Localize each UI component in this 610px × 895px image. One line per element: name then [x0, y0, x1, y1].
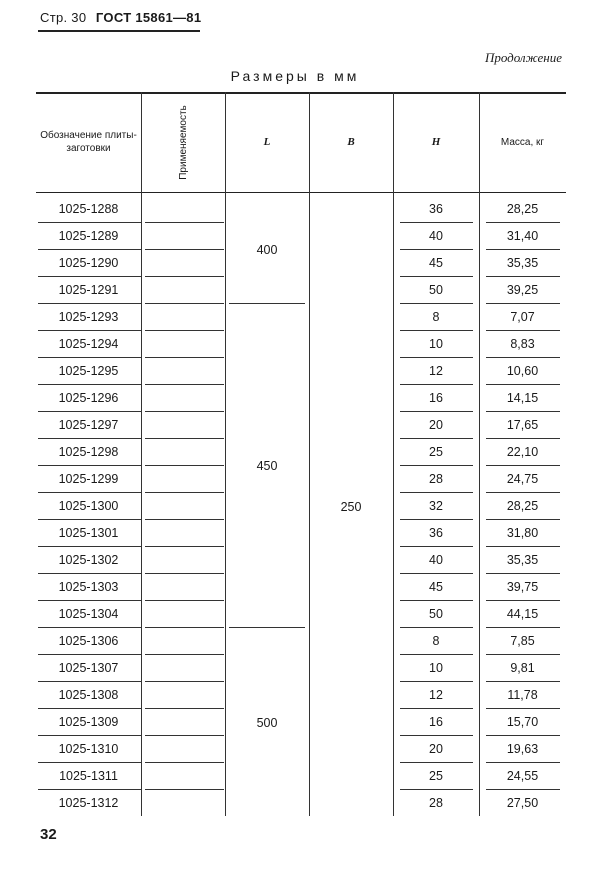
cell-mass: 35,35 — [506, 256, 539, 270]
table-header-rule — [36, 192, 566, 193]
cell-mass: 14,15 — [506, 391, 539, 405]
cell-h: 8 — [432, 634, 440, 648]
cell-designation: 1025-1300 — [58, 499, 119, 513]
continued-label: Продолжение — [484, 50, 562, 65]
cell-designation: 1025-1294 — [58, 337, 119, 351]
cell-designation: 1025-1306 — [58, 634, 119, 648]
header-designation: Обозначение плиты-заготовки — [40, 130, 137, 154]
page-number: 32 — [40, 826, 57, 843]
cell-mass: 9,81 — [510, 661, 535, 675]
dimensions-title-text: Размеры в мм — [230, 68, 360, 84]
row-separator — [145, 519, 224, 520]
row-separator — [145, 303, 224, 304]
cell-mass: 31,80 — [506, 526, 539, 540]
cell-h: 25 — [429, 769, 443, 783]
cell-h: 40 — [429, 553, 443, 567]
cell-h: 28 — [429, 472, 443, 486]
cell-designation: 1025-1291 — [58, 283, 119, 297]
cell-mass: 31,40 — [506, 229, 539, 243]
cell-h: 50 — [429, 607, 443, 621]
cell-h: 16 — [429, 715, 443, 729]
row-separator — [145, 681, 224, 682]
dimensions-table — [36, 92, 566, 816]
row-separator — [145, 492, 224, 493]
row-separator — [145, 222, 224, 223]
cell-h: 45 — [429, 256, 443, 270]
cell-mass: 10,60 — [506, 364, 539, 378]
cell-designation: 1025-1288 — [58, 202, 119, 216]
cell-h: 20 — [429, 742, 443, 756]
row-separator — [145, 411, 224, 412]
cell-designation: 1025-1303 — [58, 580, 119, 594]
cell-mass: 17,65 — [506, 418, 539, 432]
standard-number: ГОСТ 15861—81 — [95, 10, 202, 25]
row-separator — [145, 762, 224, 763]
row-separator — [145, 330, 224, 331]
cell-designation: 1025-1296 — [58, 391, 119, 405]
cell-mass: 7,85 — [510, 634, 535, 648]
cell-h: 8 — [432, 310, 440, 324]
header-h: H — [431, 135, 441, 148]
cell-designation: 1025-1309 — [58, 715, 119, 729]
page-label: Стр. 30 — [40, 10, 87, 25]
cell-mass: 7,07 — [510, 310, 535, 324]
header-b: B — [347, 135, 355, 148]
row-separator — [145, 654, 224, 655]
cell-designation: 1025-1304 — [58, 607, 119, 621]
header-rule — [38, 30, 200, 32]
cell-designation: 1025-1301 — [58, 526, 119, 540]
row-separator — [145, 573, 224, 574]
cell-mass: 39,25 — [506, 283, 539, 297]
cell-designation: 1025-1290 — [58, 256, 119, 270]
cell-mass: 24,55 — [506, 769, 539, 783]
cell-h: 40 — [429, 229, 443, 243]
cell-mass: 15,70 — [506, 715, 539, 729]
cell-designation: 1025-1298 — [58, 445, 119, 459]
cell-b-merged: 250 — [340, 499, 362, 514]
cell-h: 28 — [429, 796, 443, 810]
cell-mass: 44,15 — [506, 607, 539, 621]
cell-h: 36 — [429, 526, 443, 540]
cell-h: 12 — [429, 688, 443, 702]
page-header — [40, 10, 201, 26]
cell-mass: 28,25 — [506, 202, 539, 216]
cell-designation: 1025-1295 — [58, 364, 119, 378]
row-separator — [145, 627, 224, 628]
cell-l-group: 450 — [256, 459, 278, 473]
cell-designation: 1025-1307 — [58, 661, 119, 675]
cell-h: 50 — [429, 283, 443, 297]
cell-mass: 28,25 — [506, 499, 539, 513]
header-applicability — [141, 92, 225, 192]
cell-l-group: 400 — [256, 243, 278, 257]
cell-mass: 8,83 — [510, 337, 535, 351]
cell-h: 12 — [429, 364, 443, 378]
cell-designation: 1025-1297 — [58, 418, 119, 432]
row-separator — [145, 357, 224, 358]
cell-h: 32 — [429, 499, 443, 513]
cell-h: 25 — [429, 445, 443, 459]
cell-mass: 27,50 — [506, 796, 539, 810]
column-divider — [141, 92, 142, 816]
dimensions-title — [0, 68, 610, 84]
header-mass: Масса, кг — [500, 136, 545, 148]
cell-h: 16 — [429, 391, 443, 405]
cell-h: 10 — [429, 661, 443, 675]
cell-mass: 35,35 — [506, 553, 539, 567]
row-separator — [145, 789, 224, 790]
row-separator — [145, 465, 224, 466]
cell-h: 36 — [429, 202, 443, 216]
cell-mass: 19,63 — [506, 742, 539, 756]
cell-designation: 1025-1302 — [58, 553, 119, 567]
cell-designation: 1025-1289 — [58, 229, 119, 243]
cell-mass: 39,75 — [506, 580, 539, 594]
row-separator — [145, 546, 224, 547]
cell-h: 20 — [429, 418, 443, 432]
cell-designation: 1025-1311 — [59, 769, 118, 783]
cell-h: 45 — [429, 580, 443, 594]
row-separator — [145, 438, 224, 439]
cell-h: 10 — [429, 337, 443, 351]
cell-designation: 1025-1308 — [58, 688, 119, 702]
row-separator — [145, 735, 224, 736]
cell-mass: 11,78 — [507, 688, 538, 702]
header-l: L — [263, 135, 271, 148]
cell-l-group: 500 — [256, 715, 278, 730]
row-separator — [145, 384, 224, 385]
row-separator — [145, 600, 224, 601]
cell-mass: 22,10 — [506, 445, 539, 459]
row-separator — [145, 276, 224, 277]
row-separator — [145, 708, 224, 709]
cell-designation: 1025-1310 — [58, 742, 119, 756]
cell-mass: 24,75 — [506, 472, 539, 486]
header-applicability-label: Применяемость — [177, 104, 189, 180]
cell-designation: 1025-1293 — [58, 310, 119, 324]
row-separator — [145, 249, 224, 250]
cell-designation: 1025-1299 — [58, 472, 119, 486]
cell-designation: 1025-1312 — [58, 796, 119, 810]
